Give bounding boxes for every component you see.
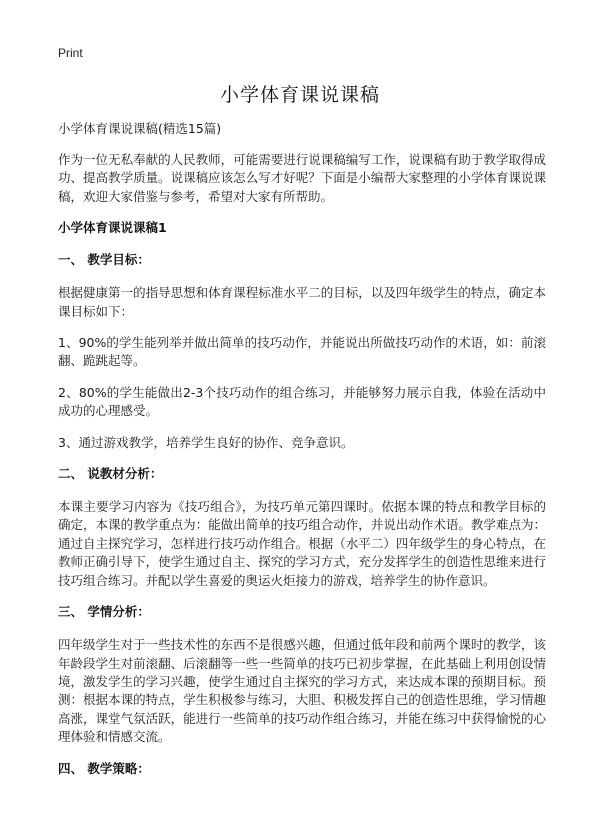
page-title: 小学体育课说课稿 bbox=[219, 84, 380, 106]
intro-paragraph: 作为一位无私奉献的人民教师，可能需要进行说课稿编写工作，说课稿有助于教学取得成功、提高教学质量。说课稿应该怎么写才好呢？下面是小编帮大家整理的小学体育课说课稿，欢迎大家借鉴与参考，希望对大家有所帮助。 bbox=[58, 152, 546, 204]
document-body bbox=[58, 120, 546, 793]
section-paragraph: 本课主要学习内容为《技巧组合》，为技巧单元第四课时。依据本课的特点和教学目标的确定，本课的教学重点为：能做出简单的技巧组合动作，并说出动作术语。教学难点为：通过自主探究学习，怎样进行技巧动作组合。根据（水平二）四年级学生的身心特点，在教师正确引导下，使学生通过自主、探究的学习方式，充分发挥学生的创造性思维来进行技巧组合练习。并配以学生喜爱的奥运火炬接力的游戏，培养学生的协作意识。 bbox=[58, 499, 546, 588]
section-heading-learners: 三、 学情分析： bbox=[58, 604, 150, 620]
section-paragraph: 2、80%的学生能做出2-3个技巧动作的组合练习，并能够努力展示自我，体验在活动中成功的心理感受。 bbox=[58, 384, 546, 419]
document-subtitle: 小学体育课说课稿(精选15篇) bbox=[58, 121, 222, 136]
section-heading-materials: 二、 说教材分析： bbox=[58, 466, 163, 482]
section-paragraph: 四年级学生对于一些技术性的东西不是很感兴趣，但通过低年段和前两个课时的教学，该年龄段学生对前滚翻、后滚翻等一些一些简单的技巧已初步掌握，在此基础上利用创设情境，激发学生的学习兴趣，使学生通过自主探究的学习方式，来达成本课的预期目标。预测：根据本课的特点，学生积极参与练习，大胆、积极发挥自己的创造性思维，学习情趣高涨，课堂气氛活跃，能进行一些简单的技巧动作组合练习，并能在练习中获得愉悦的心理体验和情感交流。 bbox=[58, 637, 546, 745]
section-paragraph: 根据健康第一的指导思想和体育课程标准水平二的目标，以及四年级学生的特点，确定本课目标如下： bbox=[58, 285, 546, 319]
article-heading: 小学体育课说课稿1 bbox=[58, 220, 167, 236]
section-paragraph: 1、90%的学生能列举并做出简单的技巧动作，并能说出所做技巧动作的术语，如：前滚翻、跪跳起等。 bbox=[58, 335, 546, 369]
section-heading-goals: 一、 教学目标： bbox=[58, 252, 150, 268]
section-heading-strategy: 四、 教学策略： bbox=[58, 760, 150, 776]
section-paragraph: 3、通过游戏教学，培养学生良好的协作、竞争意识。 bbox=[58, 434, 354, 450]
print-label[interactable]: Print bbox=[58, 46, 83, 60]
